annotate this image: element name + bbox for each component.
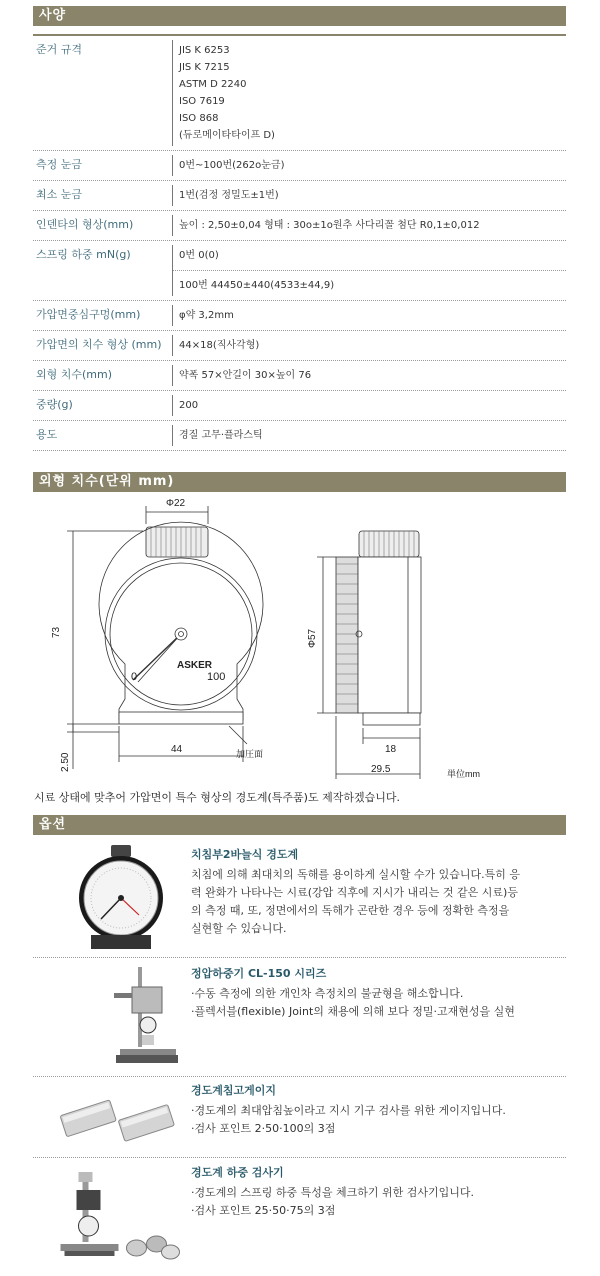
option-3-line: ·경도계의 최대압침높이라고 지시 기구 검사를 위한 게이지입니다.: [191, 1104, 506, 1117]
option-2-title: 정압하중기 CL-150 시리즈: [191, 967, 327, 980]
spec-value-line: 0번~100번(262o눈금): [179, 160, 285, 171]
divider: [33, 957, 566, 958]
two-needle-durometer-image: [46, 843, 196, 953]
spec-row: [33, 211, 566, 241]
dim-57-label: Φ57: [307, 628, 318, 648]
spec-value-line: ASTM D 2240: [179, 79, 247, 90]
dimension-section-title: 외형 치수(단위 mm): [33, 472, 566, 492]
spec-row: [33, 36, 566, 151]
spec-label: 용도: [36, 428, 58, 441]
option-4: [191, 1164, 566, 1220]
spec-value-line: ISO 7619: [179, 96, 225, 107]
option-3-title: 경도계침고게이지: [191, 1084, 277, 1097]
option-3: [191, 1082, 566, 1138]
spec-value-line: JIS K 7215: [179, 62, 230, 73]
scale-hundred: 100: [207, 671, 226, 683]
spec-value-line: φ약 3,2mm: [179, 310, 234, 321]
side-body: [358, 557, 421, 713]
dim-295-label: 29.5: [371, 764, 391, 775]
spec-value-line: 1번(검정 정밀도±1번): [179, 190, 279, 201]
spec-value: [172, 40, 566, 146]
spec-row: [33, 151, 566, 181]
option-4-line: ·경도계의 스프링 하중 특성을 체크하기 위한 검사기입니다.: [191, 1186, 474, 1199]
option-1-title: 치침부2바늘식 경도계: [191, 848, 299, 861]
spec-row: [33, 181, 566, 211]
spec-table: [33, 34, 566, 451]
option-2: [191, 965, 566, 1021]
dim-22-label: Φ22: [166, 498, 186, 509]
divider: [33, 1157, 566, 1158]
spec-value: [172, 365, 566, 386]
spec-row: [33, 301, 566, 331]
spec-label: 인덴타의 형상(mm): [36, 218, 134, 231]
spec-value-line: 44×18(직사각형): [179, 340, 260, 351]
option-1: [191, 846, 566, 938]
option-4-line: ·검사 포인트 25·50·75의 3점: [191, 1204, 336, 1217]
spec-label: 가압면의 치수 형상 (mm): [36, 338, 162, 351]
spec-row: [33, 331, 566, 361]
spec-value: [172, 305, 566, 326]
front-cap: [146, 527, 208, 557]
spec-value-line: 약폭 57×안길이 30×높이 76: [179, 370, 312, 381]
dimension-drawing: [33, 494, 566, 786]
spec-row: [33, 361, 566, 391]
spec-label: 최소 눈금: [36, 188, 83, 201]
dim-44-label: 44: [171, 744, 183, 755]
spec-label: 외형 치수(mm): [36, 368, 113, 381]
spec-value: [172, 335, 566, 356]
load-tester-image: [46, 1168, 196, 1266]
divider: [33, 1076, 566, 1077]
scale-zero: 0: [131, 671, 138, 683]
spec-value: [172, 245, 566, 296]
option-2-line: ·플렉서블(flexible) Joint의 채용에 의해 보다 정밀·고재현성을 실현: [191, 1005, 515, 1018]
spec-value-line: (듀로메이타타이프 D): [179, 130, 275, 141]
spec-row: [33, 421, 566, 451]
custom-order-note: 시료 상태에 맞추어 가압면이 특수 형상의 경도계(특주품)도 제작하겠습니다.: [34, 791, 400, 804]
spec-value-line: JIS K 6253: [179, 45, 230, 56]
spec-value-line: 200: [179, 400, 199, 411]
spec-label: 가압면중심구멍(mm): [36, 308, 141, 321]
spec-value: [172, 185, 566, 206]
spec-row: [33, 241, 566, 301]
option-3-line: ·검사 포인트 2·50·100의 3점: [191, 1122, 336, 1135]
spec-value-line: ISO 868: [179, 113, 219, 124]
spec-value: [172, 425, 566, 446]
spec-value: [172, 215, 566, 236]
dim-250-label: 2.50: [60, 752, 71, 772]
option-1-line: 의 측정 때, 또, 정면에서의 독해가 곤란한 경우 등에 정확한 측정을: [191, 904, 510, 917]
option-4-title: 경도계 하중 검사기: [191, 1166, 284, 1179]
needle-height-gauge-image: [43, 1090, 193, 1145]
brand-logo: ASKER: [177, 660, 213, 671]
spec-value-line: 경질 고무·플라스틱: [179, 430, 263, 441]
spec-section-title: 사양: [33, 6, 566, 26]
option-1-line: 력 완화가 나타나는 시료(강압 직후에 지시가 내리는 것 같은 시료)등: [191, 886, 518, 899]
spec-label: 준거 규격: [36, 43, 83, 56]
spec-label: 측정 눈금: [36, 158, 83, 171]
spec-label: 중량(g): [36, 398, 73, 411]
spec-value-line: 100번 44450±440(4533±44,9): [179, 280, 335, 291]
dim-73-label: 73: [51, 626, 62, 638]
options-section-title: 옵션: [33, 815, 566, 835]
side-bezel: [336, 557, 358, 713]
pressure-face-label: 加圧面: [236, 749, 264, 759]
spec-value-line: 높이 : 2,50±0,04 형태 : 30o±1o원추 사다리꼴 첨단 R0,1±0,012: [179, 220, 480, 231]
spec-value-line: 0번 0(0): [179, 250, 219, 261]
option-1-line: 실현할 수 있습니다.: [191, 922, 287, 935]
unit-label: 単位mm: [447, 769, 480, 779]
option-2-line: ·수동 측정에 의한 개인차 측정치의 불균형을 해소합니다.: [191, 987, 464, 1000]
spec-row: [33, 391, 566, 421]
spec-value: [172, 155, 566, 176]
option-1-line: 치침에 의해 최대치의 독해를 용이하게 실시할 수가 있습니다.특히 응: [191, 868, 520, 881]
spec-value: [172, 395, 566, 416]
dim-18-label: 18: [385, 744, 397, 755]
spec-label: 스프링 하중 mN(g): [36, 248, 131, 261]
